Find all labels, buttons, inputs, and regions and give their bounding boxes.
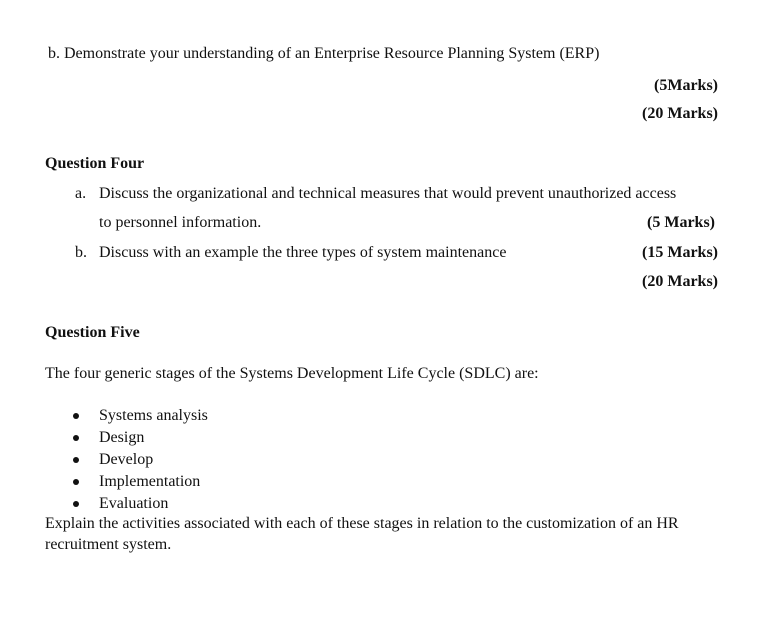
- q4-item-a-letter: a.: [75, 185, 87, 202]
- q5-instruction: Explain the activities associated with each of these stages in relation to the customization of an HR recruitment system.: [45, 515, 679, 553]
- question-part-b: b. Demonstrate your understanding of an Enterprise Resource Planning System (ERP): [48, 45, 600, 62]
- stage-label: Systems analysis: [99, 407, 208, 424]
- bullet-icon: [73, 457, 79, 463]
- q4-item-a-line2: to personnel information.: [99, 214, 262, 231]
- marks-total-previous: (20 Marks): [642, 105, 718, 122]
- stage-label: Implementation: [99, 473, 201, 490]
- q4-item-b-marks: (15 Marks): [642, 244, 718, 261]
- q4-total-marks: (20 Marks): [642, 273, 718, 290]
- stage-label: Develop: [99, 451, 154, 468]
- bullet-icon: [73, 435, 79, 441]
- q4-item-a-line1: Discuss the organizational and technical measures that would prevent unauthorized access: [99, 185, 677, 202]
- stage-label: Design: [99, 429, 145, 446]
- marks-part-b: (5Marks): [654, 77, 718, 94]
- bullet-icon: [73, 501, 79, 507]
- bullet-icon: [73, 479, 79, 485]
- stage-label: Evaluation: [99, 495, 169, 512]
- bullet-icon: [73, 413, 79, 419]
- question-five-heading: Question Five: [45, 324, 140, 341]
- question-four-heading: Question Four: [45, 155, 145, 172]
- q4-item-b-line1: Discuss with an example the three types of system maintenance: [99, 244, 507, 261]
- q4-item-a-marks: (5 Marks): [647, 214, 715, 231]
- q4-item-b-letter: b.: [75, 244, 87, 261]
- q5-intro: The four generic stages of the Systems Development Life Cycle (SDLC) are:: [45, 365, 539, 382]
